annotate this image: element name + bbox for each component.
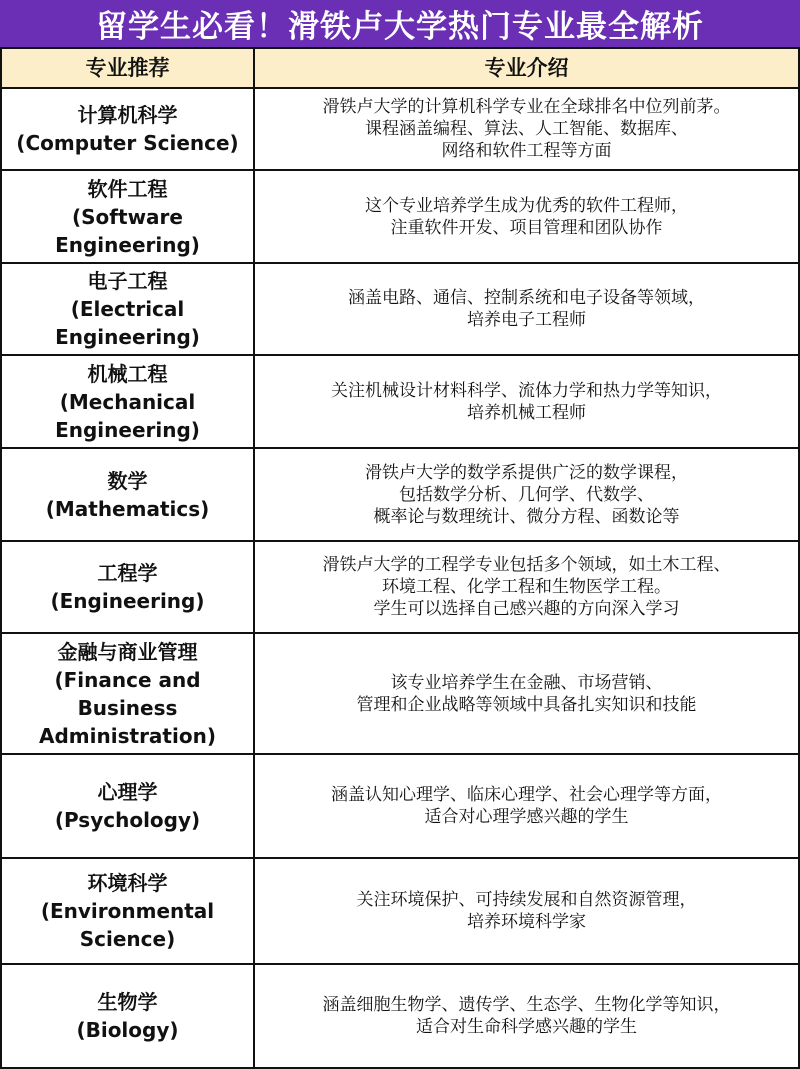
major-description-line: 培养机械工程师 xyxy=(467,402,586,423)
major-name xyxy=(1,88,254,170)
header-major-introduction: 专业介绍 xyxy=(254,48,799,88)
major-name-line: (Mechanical xyxy=(59,389,196,414)
major-description-line: 涵盖电路、通信、控制系统和电子设备等领域， xyxy=(348,288,705,308)
major-name-line: Science) xyxy=(79,927,176,951)
major-description-line: 适合对心理学感兴趣的学生 xyxy=(424,807,629,827)
major-description-line: 培养环境科学家 xyxy=(467,912,586,932)
major-name-line: 生物学 xyxy=(97,990,158,1014)
major-description xyxy=(254,448,799,541)
major-name-line: Business xyxy=(77,695,178,720)
major-description-line: 注重软件开发、项目管理和团队协作 xyxy=(390,217,663,238)
major-description-line: 课程涵盖编程、算法、人工智能、数据库、 xyxy=(365,119,688,139)
major-name-line: 软件工程 xyxy=(87,176,168,201)
major-name xyxy=(1,355,254,448)
major-name-line: (Electrical xyxy=(70,297,185,321)
major-name xyxy=(1,964,254,1068)
table-row xyxy=(1,858,799,964)
major-description xyxy=(254,858,799,964)
major-description xyxy=(254,754,799,858)
major-description xyxy=(254,964,799,1068)
major-name xyxy=(1,170,254,263)
major-description-line: 包括数学分析、几何学、代数学、 xyxy=(399,484,654,505)
major-name-line: 工程学 xyxy=(97,561,158,585)
major-name-line: Administration) xyxy=(39,723,216,748)
major-name xyxy=(1,448,254,541)
major-description-line: 网络和软件工程等方面 xyxy=(441,141,612,161)
major-name-line: (Environmental xyxy=(40,899,215,923)
header-recommended-major: 专业推荐 xyxy=(1,48,254,88)
major-description-line: 适合对生命科学感兴趣的学生 xyxy=(416,1017,637,1037)
major-name-line: 机械工程 xyxy=(87,361,168,386)
major-name-line: (Psychology) xyxy=(54,808,201,832)
major-name-line: (Software xyxy=(72,204,183,229)
major-description-line: 涵盖细胞生物学、遗传学、生态学、生物化学等知识， xyxy=(322,995,731,1015)
table-row xyxy=(1,633,799,754)
major-name xyxy=(1,858,254,964)
major-description-line: 这个专业培养学生成为优秀的软件工程师， xyxy=(365,195,688,216)
major-name-line: 金融与商业管理 xyxy=(57,639,198,664)
major-description xyxy=(254,170,799,263)
table-row xyxy=(1,170,799,263)
major-name xyxy=(1,263,254,355)
major-name-line: (Computer Science) xyxy=(16,131,239,155)
major-name-line: Engineering) xyxy=(55,417,200,442)
major-description-line: 关注机械设计材料科学、流体力学和热力学等知识， xyxy=(331,380,722,401)
major-description xyxy=(254,355,799,448)
table-row xyxy=(1,541,799,633)
major-description-line: 滑铁卢大学的计算机科学专业在全球排名中位列前茅。 xyxy=(322,97,731,117)
major-name-line: 数学 xyxy=(107,468,148,493)
major-name-line: 环境科学 xyxy=(87,871,168,895)
major-name-line: Engineering) xyxy=(55,325,200,349)
table-row xyxy=(1,355,799,448)
major-description-line: 概率论与数理统计、微分方程、函数论等 xyxy=(373,506,680,527)
page-title: 留学生必看！滑铁卢大学热门专业最全解析 xyxy=(96,9,704,45)
major-name-line: (Engineering) xyxy=(50,589,205,613)
major-description-line: 环境工程、化学工程和生物医学工程。 xyxy=(382,577,671,597)
major-description-line: 培养电子工程师 xyxy=(467,310,586,330)
major-name-line: 电子工程 xyxy=(87,269,168,293)
major-description-line: 滑铁卢大学的工程学专业包括多个领域，如土木工程、 xyxy=(322,555,731,575)
table-row xyxy=(1,754,799,858)
major-name-line: 心理学 xyxy=(97,780,158,804)
table-header-row xyxy=(1,48,799,88)
table-row xyxy=(1,964,799,1068)
major-name-line: (Mathematics) xyxy=(45,496,210,521)
major-description-line: 学生可以选择自己感兴趣的方向深入学习 xyxy=(373,599,680,619)
major-description-line: 该专业培养学生在金融、市场营销、 xyxy=(390,672,663,693)
major-name-line: Engineering) xyxy=(55,232,200,257)
major-description-line: 涵盖认知心理学、临床心理学、社会心理学等方面， xyxy=(331,785,722,805)
major-name xyxy=(1,541,254,633)
table-row xyxy=(1,448,799,541)
majors-table xyxy=(0,47,800,1069)
major-name xyxy=(1,754,254,858)
major-name-line: (Finance and xyxy=(54,667,201,692)
major-name-line: 计算机科学 xyxy=(77,103,178,127)
major-description-line: 滑铁卢大学的数学系提供广泛的数学课程， xyxy=(365,462,688,483)
title-banner xyxy=(0,0,800,47)
major-description xyxy=(254,541,799,633)
major-description-line: 关注环境保护、可持续发展和自然资源管理， xyxy=(356,890,697,910)
table-row xyxy=(1,88,799,170)
table-row xyxy=(1,263,799,355)
major-description xyxy=(254,633,799,754)
major-name xyxy=(1,633,254,754)
major-description xyxy=(254,88,799,170)
major-description xyxy=(254,263,799,355)
major-name-line: (Biology) xyxy=(76,1018,179,1042)
major-description-line: 管理和企业战略等领域中具备扎实知识和技能 xyxy=(356,694,697,715)
